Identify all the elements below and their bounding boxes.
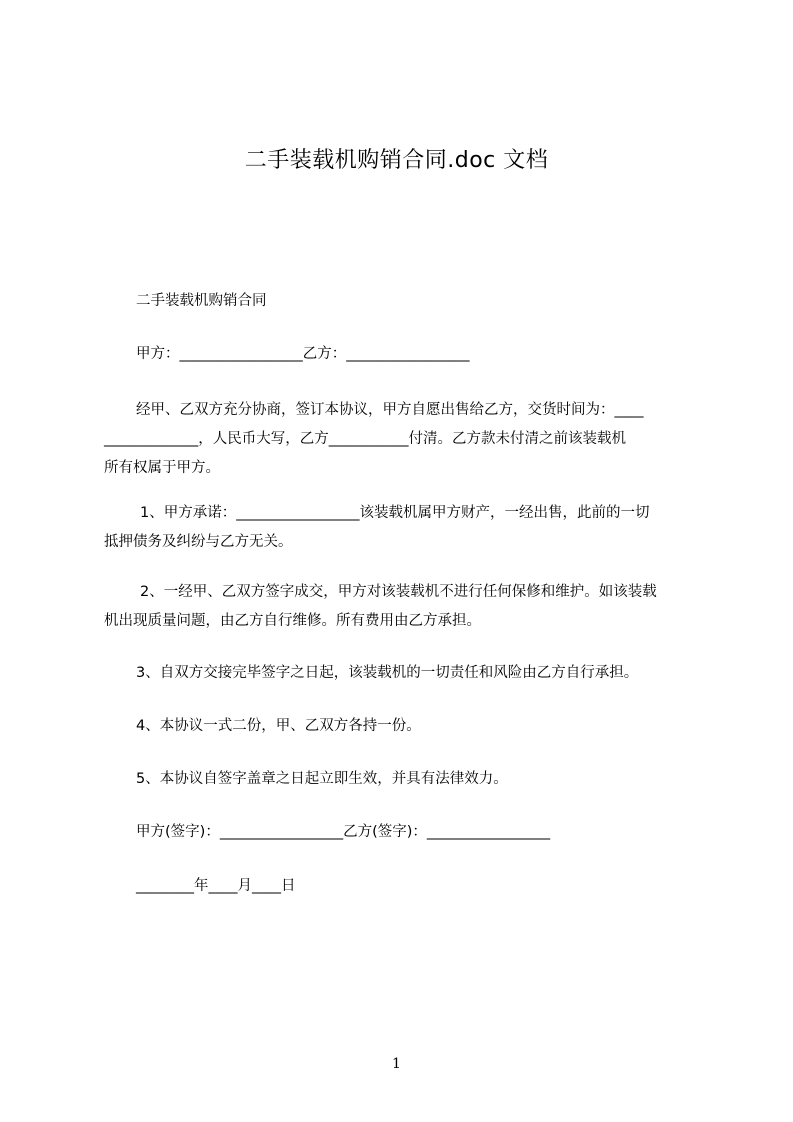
intro-line-2: _____________，人民币大写，乙方___________付清。乙方款未付清之前该装载机: [104, 431, 626, 447]
date-line: ________年____月____日: [136, 878, 296, 894]
clause-1-line-1: 1、甲方承诺：_________________该装载机属甲方财产，一经出售，此前的一切: [140, 505, 650, 521]
clause-2: [104, 578, 708, 636]
clause-2-line-1: 2、一经甲、乙双方签字成交，甲方对该装载机不进行任何保修和维护。如该装载: [140, 584, 657, 600]
signature-line: 甲方(签字)：_________________乙方(签字)：_________________: [136, 824, 551, 840]
intro-line-1: 经甲、乙双方充分协商，签订本协议，甲方自愿出售给乙方，交货时间为：____: [136, 402, 644, 418]
contract-heading: 二手装载机购销合同: [136, 293, 267, 309]
page-number: 1: [392, 1056, 401, 1072]
document-title: 二手装载机购销合同.doc 文档: [244, 148, 549, 173]
clause-4: 4、本协议一式二份，甲、乙双方各持一份。: [136, 718, 421, 734]
intro-paragraph: [104, 396, 708, 483]
clause-5: 5、本协议自签字盖章之日起立即生效，并具有法律效力。: [136, 771, 508, 787]
clause-1: [104, 499, 708, 557]
intro-line-3: 所有权属于甲方。: [104, 460, 220, 476]
clause-3: 3、自双方交接完毕签字之日起，该装载机的一切责任和风险由乙方自行承担。: [136, 665, 639, 681]
clause-1-line-2: 抵押债务及纠纷与乙方无关。: [104, 534, 293, 550]
clause-2-line-2: 机出现质量问题，由乙方自行维修。所有费用由乙方承担。: [104, 613, 481, 629]
parties-line: 甲方：_________________乙方：_________________: [136, 346, 470, 362]
